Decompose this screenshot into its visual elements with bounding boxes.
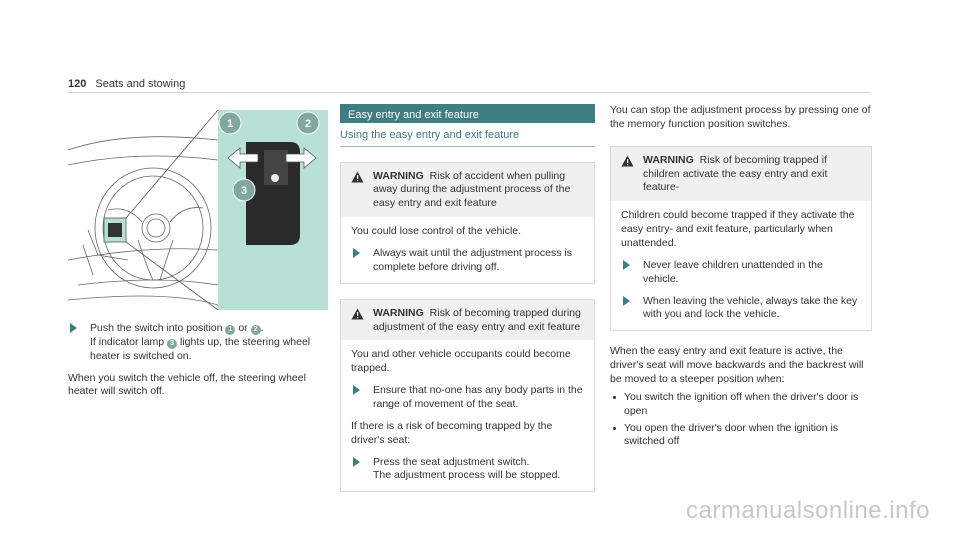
- step-text: Never leave children unattended in the vehicle.: [643, 258, 823, 285]
- callout-3: [233, 179, 255, 201]
- warning-label: WARNING: [643, 153, 694, 166]
- svg-text:3: 3: [240, 185, 248, 197]
- steering-wheel-illustration: [68, 110, 328, 310]
- section-title: Easy entry and exit feature: [340, 104, 595, 123]
- instruction-step: [68, 322, 323, 364]
- warning-label: WARNING: [373, 169, 424, 182]
- subheading: Using the easy entry and exit feature: [340, 128, 595, 147]
- callout-2: [297, 112, 319, 134]
- warning-box-2: [340, 299, 595, 493]
- column-1-text: [68, 322, 323, 405]
- step-text: The adjustment process will be stopped.: [373, 469, 561, 482]
- illustration-svg: [68, 110, 328, 310]
- warning-title: Risk of accident when pulling away during the adjustment process of the easy entry and exit feature: [373, 169, 571, 210]
- step-text: lights up, the steering wheel heater is switched on.: [90, 335, 311, 362]
- page-number: 120: [68, 78, 87, 90]
- step-text: Push the switch into position: [90, 322, 223, 334]
- instruction-step: [621, 259, 861, 287]
- step-text: .: [260, 322, 264, 334]
- step-arrow-icon: [623, 260, 630, 270]
- section-name: Seats and stowing: [95, 78, 186, 90]
- column-3: [610, 104, 872, 452]
- warning-text: If there is a risk of becoming trapped by the driver's seat:: [351, 419, 553, 446]
- warning-title: Risk of becoming trapped during adjustment of the easy entry and exit feature: [373, 306, 581, 333]
- step-arrow-icon: [353, 385, 360, 395]
- step-arrow-icon: [353, 248, 360, 258]
- callout-2-inline: 2: [251, 325, 261, 335]
- warning-box-1: [340, 162, 595, 284]
- page-header: [68, 77, 185, 92]
- instruction-step: [351, 456, 584, 484]
- watermark: carmanualsonline.info: [686, 497, 930, 525]
- step-text: When leaving the vehicle, always take the key with you and lock the vehicle.: [643, 294, 858, 321]
- callout-3-inline: 3: [167, 339, 177, 349]
- svg-text:2: 2: [304, 118, 312, 130]
- callout-1-inline: 1: [225, 325, 235, 335]
- step-arrow-icon: [70, 323, 77, 333]
- warning-header: [341, 300, 594, 341]
- warning-title: Risk of becoming trapped if children activate the easy entry and exit feature-: [643, 153, 828, 194]
- column-2: [340, 104, 595, 492]
- warning-triangle-icon: [621, 155, 634, 167]
- header-rule: [68, 92, 870, 93]
- instruction-step: [351, 384, 584, 412]
- warning-body: [611, 201, 871, 330]
- svg-text:1: 1: [226, 118, 234, 130]
- warning-body: [341, 340, 594, 491]
- step-text: If indicator lamp: [90, 335, 165, 348]
- warning-header: [611, 147, 871, 202]
- step-arrow-icon: [353, 457, 360, 467]
- instruction-step: [621, 295, 861, 323]
- list-item: You open the driver's door when the ignition is switched off: [610, 422, 872, 450]
- step-text: or: [238, 322, 248, 334]
- paragraph: When you switch the vehicle off, the steering wheel heater will switch off.: [68, 371, 306, 398]
- bullet-list: [610, 391, 872, 449]
- warning-text: Children could become trapped if they activate the easy entry- and exit feature, particularly when unattended.: [621, 209, 855, 250]
- paragraph: When the easy entry and exit feature is active, the driver's seat will move backwards and the backrest will be moved to a steeper position when:: [610, 345, 864, 386]
- step-text: Ensure that no-one has any body parts in the range of movement of the seat.: [373, 384, 583, 410]
- warning-body: [341, 217, 594, 283]
- warning-triangle-icon: [351, 308, 364, 320]
- step-text: Always wait until the adjustment process is complete before driving off.: [373, 246, 573, 273]
- warning-text: You could lose control of the vehicle.: [351, 225, 522, 238]
- list-item: You switch the ignition off when the driver's door is open: [610, 391, 872, 419]
- instruction-step: [351, 247, 584, 275]
- step-text: Press the seat adjustment switch.: [373, 455, 530, 468]
- callout-1: [219, 112, 241, 134]
- paragraph: You can stop the adjustment process by pressing one of the memory function position switches.: [610, 104, 871, 130]
- warning-triangle-icon: [351, 171, 364, 183]
- warning-text: You and other vehicle occupants could become trapped.: [351, 348, 571, 375]
- step-arrow-icon: [623, 296, 630, 306]
- warning-box-3: [610, 146, 872, 332]
- warning-header: [341, 163, 594, 218]
- warning-label: WARNING: [373, 306, 424, 319]
